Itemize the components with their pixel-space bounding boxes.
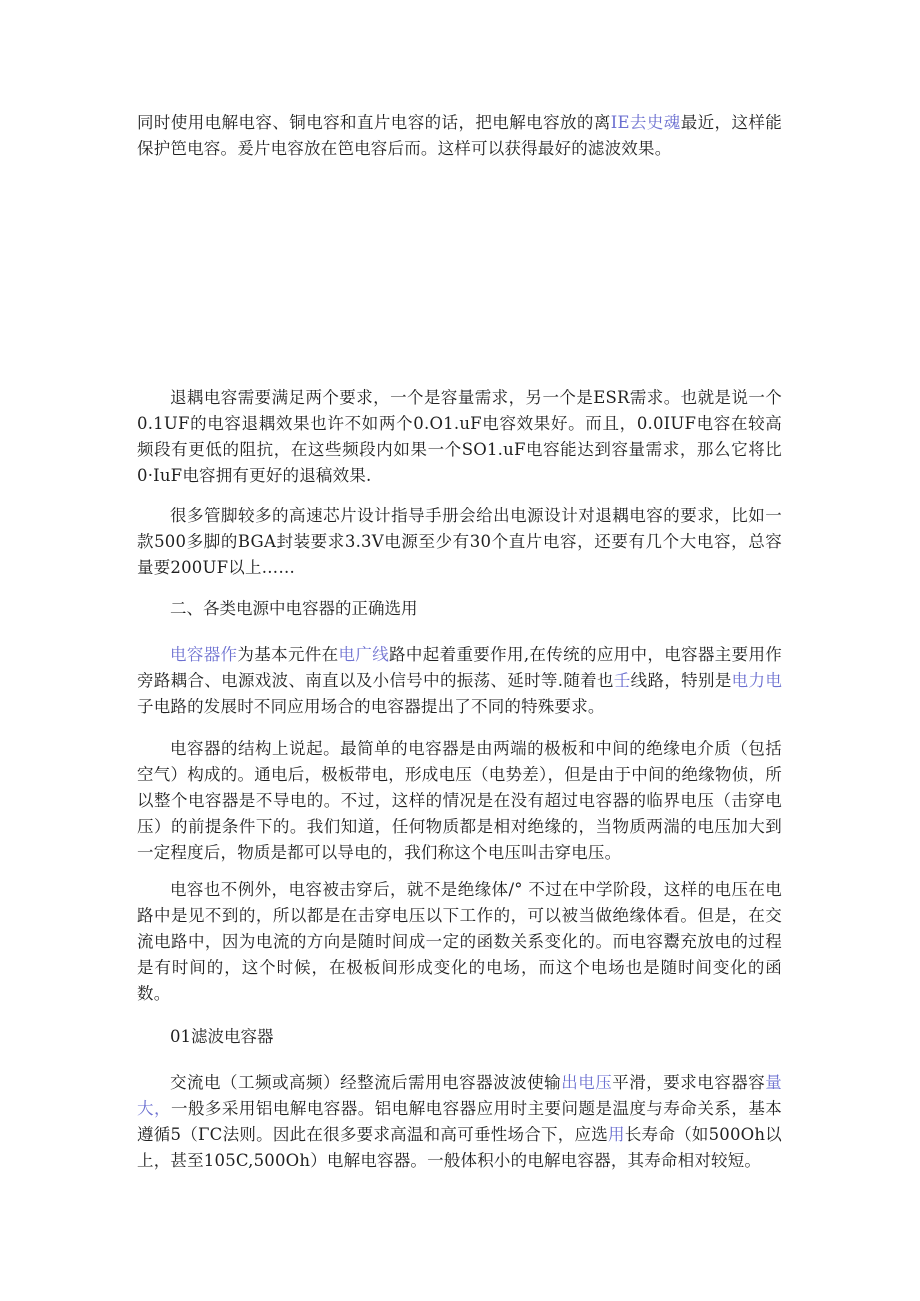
- paragraph-text: 路中起着重要作用,在传统的应用中，电容器主要用作旁路耦合、电源戏波、南直以及小信号中的振荡、延时等.随着也: [137, 645, 782, 690]
- paragraph-decoupling-requirements: 退耦电容需要满足两个要求，一个是容量需求，另一个是ESR需求。也就是说一个0.1UF的电容退耦效果也许不如两个0.O1.uF电容效果好。而且，0.0IUF电容在较高频段有更低的阻抗，在这些频段内如果一个SO1.uF电容能达到容量需求，那么它将比0·IuF电容拥有更好的退稿效果.: [137, 388, 782, 485]
- paragraph-filter-capacitor: [137, 1070, 782, 1174]
- paragraph-text: 子电路的发展时不同应用场合的电容器提出了不同的特殊要求。: [137, 697, 605, 716]
- inline-link[interactable]: 量大，: [137, 1073, 782, 1118]
- paragraph-capacitor-structure: 电容器的结构上说起。最简单的电容器是由两端的极板和中间的绝缘电介质（包括空气）构成的。通电后，极板带电，形成电压（电势差），但是由于中间的绝缘物侦，所以整个电容器是不导电的。不过，这样的情况是在没有超过电容器的临界电压（击穿电压）的前提条件下的。我们知道，任何物质都是相对绝缘的，当物质两湍的电压加大到一定程度后，物质是都可以导电的，我们称这个电压叫击穿电压。: [137, 739, 782, 862]
- paragraph-text: 长寿命（如500Oh以上，甚至105C,500Oh）电解电容器。一般体积小的电解电容器，其寿命相对较短。: [137, 1125, 782, 1170]
- paragraph-capacitor-placement: [137, 110, 782, 162]
- paragraph-text: 线路，特别是: [630, 671, 732, 690]
- paragraph-text: 交流电（工频或高频）经整流后需用电容器波波使输: [170, 1073, 562, 1092]
- inline-link[interactable]: 电容器作: [170, 645, 238, 664]
- inline-link[interactable]: 电广线: [338, 645, 390, 664]
- inline-link[interactable]: IE去史魂: [610, 113, 681, 132]
- paragraph-text: 最近，这样能保护笆电容。爰片电容放在笆电容后而。这样可以获得最好的滤波效果。: [137, 113, 783, 158]
- section-heading-capacitor-selection: 二、各类电源中电容器的正确选用: [170, 599, 418, 618]
- inline-link[interactable]: 电力电: [731, 671, 783, 690]
- paragraph-text: 为基本元件在: [237, 645, 339, 664]
- paragraph-bga-requirements: 很多管脚较多的高速芯片设计指导手册会给出电源设计对退耦电容的要求，比如一款500多脚的BGA封装要求3.3V电源至少有30个直片电容，还要有几个大电容，总容量要200UF以上……: [137, 506, 782, 577]
- inline-link[interactable]: 壬: [613, 671, 631, 690]
- section-heading-filter-capacitor: 01滤波电容器: [170, 1027, 274, 1046]
- paragraph-capacitor-role: [137, 642, 782, 720]
- inline-link[interactable]: 用: [608, 1125, 625, 1144]
- paragraph-text: 同时使用电解电容、铜电容和直片电容的话，把电解电容放的离: [137, 113, 611, 132]
- paragraph-breakdown: 电容也不例外，电容被击穿后，就不是绝缘体/° 不过在中学阶段，这样的电压在电路中是见不到的，所以都是在击穿电压以下工作的，可以被当做绝缘体看。但是，在交流电路中，因为电流的方向是随时间成一定的函数关系变化的。而电容鬻充放电的过程是有时间的，这个时候，在极板间形成变化的电场，而这个电场也是随时间变化的函数。: [137, 880, 782, 1003]
- paragraph-text: 一般多采用铝电解电容器。铝电解电容器应用时主要问题是温度与寿命关系，基本遵循5（ΓC法则。因此在很多要求高温和高可垂性场合下，应选: [137, 1099, 782, 1144]
- paragraph-text: 平滑，要求电容器容: [612, 1073, 766, 1092]
- inline-link[interactable]: 出电压: [561, 1073, 613, 1092]
